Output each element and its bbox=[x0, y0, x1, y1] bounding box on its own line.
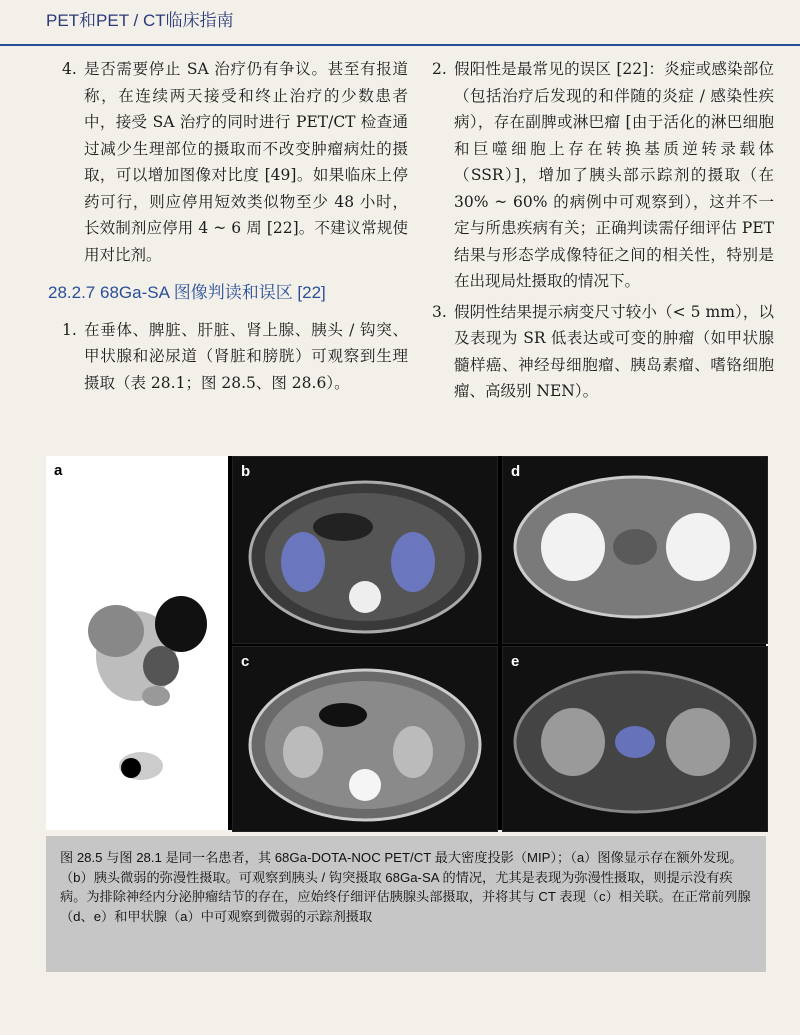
ct-slice-b bbox=[233, 457, 497, 643]
item-text: 假阳性是最常见的误区 [22]：炎症或感染部位（包括治疗后发现的和伴随的炎症 / 感染性疾病），存在副脾或淋巴瘤 [由于活化的淋巴细胞和巨噬细胞上存在转换基质逆转录载体（SSR）]，增加了胰头部示踪剂的摄取（在 30% ~ 60% 的病例中可观察到），这并不一定与所患疾病有关；正确判读需仔细评估 PET 结果与形态学成像特征之间的相关性，特别是在出现局灶摄取的情况下。 bbox=[454, 60, 774, 290]
running-title: PET和PET / CT临床指南 bbox=[46, 11, 234, 30]
figure-caption bbox=[46, 836, 766, 972]
page-header bbox=[0, 0, 800, 46]
figure-28-5 bbox=[46, 456, 766, 830]
item-number: 2. bbox=[432, 60, 447, 78]
item-text: 是否需要停止 SA 治疗仍有争议。甚至有报道称，在连续两天接受和终止治疗的少数患者中，接受 SA 治疗的同时进行 PET/CT 检查通过减少生理部位的摄取而不改变肿瘤病灶的摄取，可以增加图像对比度 [49]。如果临床上停药可行，则应停用短效类似物至少 48 小时，长效制剂应停用 4 ~ 6 周 [22]。不建议常规使用对比剂。 bbox=[84, 60, 408, 264]
panel-label-a: a bbox=[54, 462, 63, 479]
panel-b-ct bbox=[232, 456, 498, 644]
panel-label-b: b bbox=[241, 463, 251, 480]
list-item-3 bbox=[432, 299, 774, 405]
item-text: 假阴性结果提示病变尺寸较小（< 5 mm），以及表现为 SR 低表达或可变的肿瘤（如甲状腺髓样癌、神经母细胞瘤、胰岛素瘤、嗜铬细胞瘤、高级别 NEN）。 bbox=[454, 302, 774, 400]
item-number: 4. bbox=[62, 60, 77, 78]
panel-a-mip bbox=[46, 456, 228, 830]
mip-image bbox=[46, 456, 228, 830]
list-item-1 bbox=[62, 317, 408, 397]
section-heading: 28.2.7 68Ga-SA 图像判读和误区 [22] bbox=[48, 283, 326, 302]
panel-label-c: c bbox=[241, 653, 250, 670]
list-item-4 bbox=[62, 56, 408, 268]
list-item-2 bbox=[432, 56, 774, 295]
item-text: 在垂体、脾脏、肝脏、肾上腺、胰头 / 钩突、甲状腺和泌尿道（肾脏和膀胱）可观察到生理摄取（表 28.1；图 28.5、图 28.6）。 bbox=[84, 320, 408, 392]
right-column bbox=[432, 56, 774, 405]
panel-d-ct bbox=[502, 456, 768, 644]
caption-text: 图 28.5 与图 28.1 是同一名患者，其 68Ga-DOTA-NOC PET/CT 最大密度投影（MIP）；（a）图像显示存在额外发现。（b）胰头微弱的弥漫性摄取。可观察到胰头 / 钩突摄取 68Ga-SA 的情况，尤其是表现为弥漫性摄取，则提示没有疾病。为排除神经内分泌肿瘤结节的存在，应始终仔细评估胰腺头部摄取，并将其与 CT 表现（c）相关联。在正常前列腺（d、e）和甲状腺（a）中可观察到微弱的示踪剂摄取 bbox=[60, 850, 751, 924]
ct-slice-c bbox=[233, 647, 497, 831]
panel-e-ct bbox=[502, 646, 768, 832]
panel-label-e: e bbox=[511, 653, 520, 670]
panel-c-ct bbox=[232, 646, 498, 832]
ct-slice-d bbox=[503, 457, 767, 643]
item-number: 1. bbox=[62, 320, 77, 339]
ct-slice-e bbox=[503, 647, 767, 831]
panel-label-d: d bbox=[511, 463, 521, 480]
left-column bbox=[48, 56, 408, 396]
item-number: 3. bbox=[432, 302, 447, 321]
